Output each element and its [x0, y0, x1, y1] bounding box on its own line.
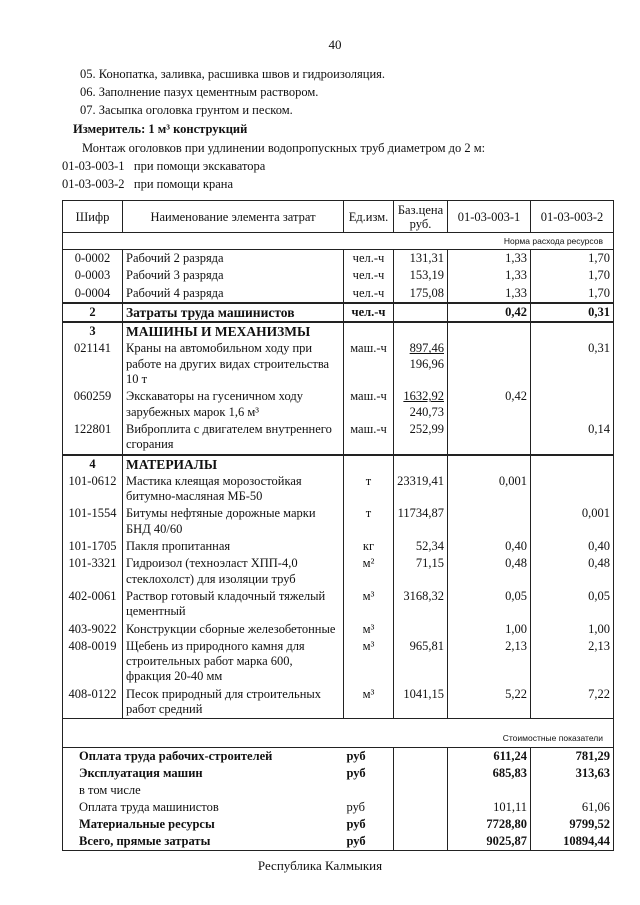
row-price: [394, 621, 448, 638]
row-value-variant-2: 0,31: [531, 303, 614, 322]
row-unit: маш.-ч: [344, 340, 394, 388]
row-price: 11734,87: [394, 505, 448, 538]
row-name: Рабочий 3 разряда: [123, 267, 344, 284]
row-unit: [344, 455, 394, 473]
summary-value-variant-1: [448, 782, 531, 799]
norm-label: Норма расхода ресурсов: [63, 233, 614, 250]
row-name: Виброплита с двигателем внутреннего сгорания: [123, 421, 344, 455]
row-value-variant-1: 0,48: [448, 555, 531, 588]
row-code: 0-0004: [63, 285, 123, 303]
summary-name: Оплата труда рабочих-строителей: [63, 748, 344, 766]
row-value-variant-1: 1,33: [448, 285, 531, 303]
summary-value-variant-1: 101,11: [448, 799, 531, 816]
row-code: 101-1705: [63, 538, 123, 555]
table-row: [63, 555, 614, 588]
row-value-variant-1: [448, 455, 531, 473]
variant-code: 01-03-003-1: [62, 159, 125, 173]
row-value-variant-1: 2,13: [448, 638, 531, 686]
summary-value-variant-1: 685,83: [448, 765, 531, 782]
row-code: 408-0019: [63, 638, 123, 686]
row-name: МАТЕРИАЛЫ: [123, 455, 344, 473]
summary-unit: руб: [346, 749, 366, 764]
summary-unit: руб: [344, 833, 394, 851]
row-name: Гидроизол (техноэласт ХПП-4,0 стеклохолст) для изоляции труб: [123, 555, 344, 588]
section-row: [63, 303, 614, 322]
table-header-row: [63, 201, 614, 233]
norm-label-row: [63, 233, 614, 250]
work-step-05: 05. Конопатка, заливка, расшивка швов и гидроизоляция.: [80, 67, 386, 81]
row-price: 153,19: [394, 267, 448, 284]
table-row: [63, 538, 614, 555]
row-price: [394, 388, 448, 421]
row-code: 3: [63, 322, 123, 340]
header-variant-2: 01-03-003-2: [531, 201, 614, 233]
summary-price-empty: [394, 782, 448, 799]
table-row: [63, 285, 614, 303]
summary-row: [63, 816, 614, 833]
row-name: Щебень из природного камня для строительных работ марка 600, фракция 20-40 мм: [123, 638, 344, 686]
row-code: 122801: [63, 421, 123, 455]
summary-name: Материальные ресурсы: [63, 816, 344, 833]
row-price: [394, 340, 448, 388]
summary-value-variant-2: 9799,52: [531, 816, 614, 833]
row-unit: м³: [344, 686, 394, 719]
summary-value-variant-2: 781,29: [531, 748, 614, 766]
summary-price-empty: [394, 748, 448, 766]
variant-1: [62, 159, 265, 174]
table-row: [63, 340, 614, 388]
row-value-variant-2: [531, 473, 614, 506]
work-step-07: 07. Засыпка оголовка грунтом и песком.: [80, 103, 293, 117]
table-row: [63, 421, 614, 455]
row-value-variant-2: [531, 455, 614, 473]
variant-2: [62, 177, 233, 192]
work-step-06: 06. Заполнение пазух цементным раствором.: [80, 85, 319, 99]
table-row: [63, 473, 614, 506]
table-row: [63, 250, 614, 268]
row-value-variant-2: [531, 388, 614, 421]
row-code: 402-0061: [63, 588, 123, 621]
row-price: 131,31: [394, 250, 448, 268]
row-code: 0-0003: [63, 267, 123, 284]
summary-name: Оплата труда машинистов: [63, 799, 344, 816]
row-name: Рабочий 4 разряда: [123, 285, 344, 303]
row-name: Песок природный для строительных работ средний: [123, 686, 344, 719]
row-unit: чел.-ч: [344, 285, 394, 303]
summary-value-variant-2: 313,63: [531, 765, 614, 782]
row-value-variant-2: 1,70: [531, 267, 614, 284]
cost-label-row: [63, 719, 614, 748]
row-code: 101-3321: [63, 555, 123, 588]
row-price: 23319,41: [394, 473, 448, 506]
header-price: Баз.цена руб.: [394, 201, 448, 233]
row-code: 403-9022: [63, 621, 123, 638]
row-name: Краны на автомобильном ходу при работе на других видах строительства 10 т: [123, 340, 344, 388]
row-value-variant-1: 5,22: [448, 686, 531, 719]
row-price: [394, 303, 448, 322]
row-price: [394, 455, 448, 473]
row-unit: чел.-ч: [344, 267, 394, 284]
price-secondary: 196,96: [409, 356, 444, 371]
row-value-variant-1: 0,05: [448, 588, 531, 621]
summary-value-variant-1: 9025,87: [448, 833, 531, 851]
summary-name: Эксплуатация машин: [63, 765, 344, 782]
table-row: [63, 621, 614, 638]
summary-row: [63, 765, 614, 782]
row-unit: чел.-ч: [344, 250, 394, 268]
summary-price-empty: [394, 816, 448, 833]
row-name: Конструкции сборные железобетонные: [123, 621, 344, 638]
row-code: 0-0002: [63, 250, 123, 268]
row-price: 175,08: [394, 285, 448, 303]
section-row: [63, 455, 614, 473]
row-value-variant-2: 0,31: [531, 340, 614, 388]
row-unit: м³: [344, 621, 394, 638]
summary-unit: руб: [346, 766, 366, 781]
row-code: 060259: [63, 388, 123, 421]
row-value-variant-2: 1,70: [531, 285, 614, 303]
summary-value-variant-2: 61,06: [531, 799, 614, 816]
header-code: Шифр: [63, 201, 123, 233]
row-value-variant-1: 1,33: [448, 250, 531, 268]
row-price: 965,81: [394, 638, 448, 686]
row-unit: т: [344, 473, 394, 506]
summary-row: [63, 833, 614, 851]
row-value-variant-2: 1,00: [531, 621, 614, 638]
row-code: 2: [63, 303, 123, 322]
row-code: 101-0612: [63, 473, 123, 506]
price-primary: 897,46: [409, 341, 444, 356]
row-value-variant-2: 0,05: [531, 588, 614, 621]
row-name: Затраты труда машинистов: [123, 303, 344, 322]
table-row: [63, 638, 614, 686]
row-value-variant-1: [448, 340, 531, 388]
row-value-variant-1: 0,42: [448, 388, 531, 421]
row-value-variant-1: 0,42: [448, 303, 531, 322]
summary-price-empty: [394, 833, 448, 851]
row-value-variant-1: [448, 322, 531, 340]
header-unit: Ед.изм.: [344, 201, 394, 233]
row-value-variant-2: 2,13: [531, 638, 614, 686]
row-price: 3168,32: [394, 588, 448, 621]
row-unit: маш.-ч: [344, 421, 394, 455]
summary-value-variant-1: 611,24: [448, 748, 531, 766]
row-value-variant-2: 0,14: [531, 421, 614, 455]
row-unit: кг: [344, 538, 394, 555]
row-unit: чел.-ч: [344, 303, 394, 322]
row-unit: маш.-ч: [344, 388, 394, 421]
resource-table: [62, 200, 614, 851]
row-code: 408-0122: [63, 686, 123, 719]
table-row: [63, 388, 614, 421]
row-price: 252,99: [394, 421, 448, 455]
summary-value-variant-1: 7728,80: [448, 816, 531, 833]
summary-unit: руб: [346, 817, 366, 832]
row-price: 71,15: [394, 555, 448, 588]
row-unit: м³: [344, 588, 394, 621]
section-row: [63, 322, 614, 340]
row-name: Рабочий 2 разряда: [123, 250, 344, 268]
table-row: [63, 505, 614, 538]
page-number: 40: [328, 37, 342, 52]
footer-region: Республика Калмыкия: [257, 858, 383, 873]
cost-label: Стоимостные показатели: [63, 719, 614, 748]
row-value-variant-1: 1,00: [448, 621, 531, 638]
summary-row: [63, 748, 614, 766]
row-value-variant-1: 1,33: [448, 267, 531, 284]
row-unit: м²: [344, 555, 394, 588]
row-code: 4: [63, 455, 123, 473]
row-price: 1041,15: [394, 686, 448, 719]
row-value-variant-2: 0,48: [531, 555, 614, 588]
summary-row: [63, 799, 614, 816]
row-value-variant-2: 7,22: [531, 686, 614, 719]
summary-name: в том числе: [63, 782, 344, 799]
row-value-variant-2: 0,001: [531, 505, 614, 538]
row-name: МАШИНЫ И МЕХАНИЗМЫ: [123, 322, 344, 340]
row-value-variant-1: 0,001: [448, 473, 531, 506]
row-code: 101-1554: [63, 505, 123, 538]
row-name: Битумы нефтяные дорожные марки БНД 40/60: [123, 505, 344, 538]
summary-unit: руб: [346, 800, 366, 815]
row-value-variant-2: [531, 322, 614, 340]
row-unit: м³: [344, 638, 394, 686]
variant-code: 01-03-003-2: [62, 177, 125, 191]
summary-value-variant-2: [531, 782, 614, 799]
price-primary: 1632,92: [403, 389, 444, 404]
row-price: 52,34: [394, 538, 448, 555]
summary-price-empty: [394, 799, 448, 816]
summary-price-empty: [394, 765, 448, 782]
price-secondary: 240,73: [409, 404, 444, 419]
table-row: [63, 588, 614, 621]
summary-unit: [344, 782, 394, 799]
summary-row: [63, 782, 614, 799]
row-value-variant-1: [448, 421, 531, 455]
row-name: Экскаваторы на гусеничном ходу зарубежных марок 1,6 м³: [123, 388, 344, 421]
variant-label: при помощи экскаватора: [133, 159, 266, 173]
row-unit: т: [344, 505, 394, 538]
variant-label: при помощи крана: [133, 177, 234, 191]
header-variant-1: 01-03-003-1: [448, 201, 531, 233]
row-value-variant-1: [448, 505, 531, 538]
summary-value-variant-2: 10894,44: [531, 833, 614, 851]
work-description: Монтаж оголовков при удлинении водопропускных труб диаметром до 2 м:: [82, 141, 486, 155]
table-row: [63, 686, 614, 719]
row-name: Мастика клеящая морозостойкая битумно-масляная МБ-50: [123, 473, 344, 506]
row-value-variant-2: 0,40: [531, 538, 614, 555]
measure-unit: Измеритель: 1 м³ конструкций: [73, 122, 248, 136]
row-unit: [344, 322, 394, 340]
row-value-variant-2: 1,70: [531, 250, 614, 268]
table-row: [63, 267, 614, 284]
row-name: Пакля пропитанная: [123, 538, 344, 555]
row-value-variant-1: 0,40: [448, 538, 531, 555]
summary-name: Всего, прямые затраты: [63, 833, 344, 851]
header-name: Наименование элемента затрат: [123, 201, 344, 233]
row-name: Раствор готовый кладочный тяжелый цементный: [123, 588, 344, 621]
row-price: [394, 322, 448, 340]
row-code: 021141: [63, 340, 123, 388]
